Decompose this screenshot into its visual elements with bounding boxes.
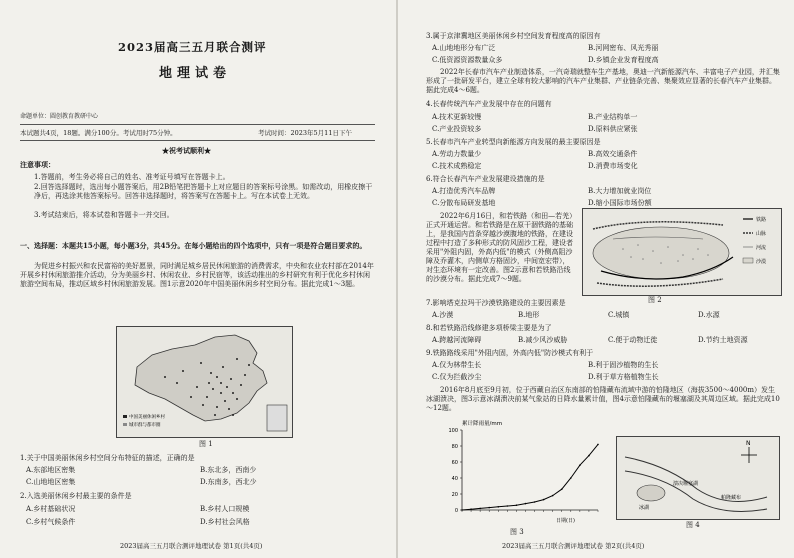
chart-y-tick-label: 80 (451, 444, 458, 450)
q2-option-a[interactable]: A.乡村基础状况 (26, 505, 76, 513)
question-6: 6.符合长春汽车产业发展建设措施的是 (426, 175, 545, 183)
question-7: 7.影响塔克拉玛干沙漠铁路建设的主要因素是 (426, 299, 566, 307)
passage-2: 2022年长春市汽车产业制造体系，一汽奇瑞就整车生产基地，奥迪一汽新能源汽车、丰富电子产业园，并汇集形成了一批研发平台，建立全球有较大影响的汽车产业集群、产业链条完善、集聚效应显著的长春汽车产业集群。据此完成4～6题。 (426, 68, 780, 94)
legend-mountain-label: 山脉 (756, 231, 767, 237)
passage-3: 2022年6月16日，和若铁路（和田—若羌）正式开通运营。和若铁路是在原干涸铁路的基础上，是我国内首条穿越沙漠腹地的铁路，在建设过程中打造了多种形式的防风固沙工程，建设者采用"外阻内固，外高内低"的模式（外侧高阻沙障及乔灌木，内侧草方格固沙，中间宽宏带），对生态环境有一定改善。图2示意和若铁路沿线的沙漠分布。据此完成7～9题。 (426, 212, 573, 283)
river-name-label: 帕隆藏布 (721, 495, 742, 501)
note-1: 1.答题前，考生务必将自己的姓名、准考证号填写在答题卡上。 (34, 173, 230, 181)
organizer: 命题单位：圆创教育教研中心 (20, 113, 99, 120)
chart-data-point (507, 505, 509, 507)
q9-option-c[interactable]: C.仅为拦截沙尘 (432, 373, 482, 381)
q4-option-d[interactable]: D.原料供应紧张 (588, 125, 638, 133)
question-3: 3.属于京津冀地区美丽休闲乡村空间发育程度高的原因有 (426, 32, 601, 40)
q8-option-a[interactable]: A.跨越河流障碍 (432, 336, 482, 344)
q4-option-b[interactable]: B.产业结构单一 (588, 113, 638, 121)
exam-info: 本试题共4页，18题。满分100分。考试用时75分钟。 (20, 129, 177, 137)
desert-map-svg (583, 209, 781, 295)
figure-2-label: 图 2 (648, 296, 662, 304)
figure-1-label: 图 1 (199, 440, 213, 448)
q6-option-d[interactable]: D.缩小国际市场份额 (588, 199, 652, 207)
chart-y-axis-label: 累计降雨量/mm (462, 421, 503, 427)
q6-option-b[interactable]: B.大力增加就业岗位 (588, 187, 652, 195)
q1-option-d[interactable]: D.东南多，西北少 (200, 478, 257, 486)
chart-data-point (561, 488, 563, 490)
right-footer: 2023届高三五月联合测评地理试卷 第2页(共4页) (502, 542, 645, 550)
left-footer: 2023届高三五月联合测评地理试卷 第1页(共4页) (120, 542, 263, 550)
exam-time: 考试时间：2023年5月11日下午 (258, 129, 352, 137)
glacier-lake (637, 485, 665, 501)
dammed-lake-label: 溃决堰塞湖 (673, 481, 699, 487)
q8-option-b[interactable]: B.减少风沙威胁 (518, 336, 568, 344)
chart-data-point (588, 455, 590, 457)
secret-mark: ★祝考试顺利★ (162, 146, 211, 155)
figure-2-desert-railway-map (582, 208, 782, 296)
q6-option-c[interactable]: C.分散布局研发基地 (432, 199, 496, 207)
q4-option-c[interactable]: C.产业投资较多 (432, 125, 482, 133)
figure-4-glacier-lake-map (616, 436, 780, 520)
exam-title: 2023届高三五月联合测评 (118, 40, 267, 54)
q1-option-a[interactable]: A.东部地区密集 (26, 466, 76, 474)
mountain-range-south (597, 279, 723, 286)
question-4: 4.长春传统汽车产业发展中存在的问题有 (426, 100, 552, 108)
header-rule-2 (20, 140, 375, 141)
q7-option-b[interactable]: B.地形 (518, 311, 540, 319)
figure-4-label: 图 4 (686, 521, 700, 529)
chart-rainfall-line (462, 444, 598, 510)
question-1: 1.关于中国美丽休闲乡村空间分布特征的描述，正确的是 (20, 454, 195, 462)
q3-option-a[interactable]: A.山地地形分布广泛 (432, 44, 496, 52)
legend-swatch-village (123, 415, 127, 418)
q5-option-a[interactable]: A.劳动力数量少 (432, 150, 482, 158)
q5-option-d[interactable]: D.消费市场变化 (588, 162, 638, 170)
desert-area (593, 227, 729, 279)
subject-title: 地理试卷 (159, 66, 232, 81)
chart-y-tick-label: 40 (451, 476, 458, 482)
q2-option-c[interactable]: C.乡村气候条件 (26, 518, 76, 526)
china-map-svg (117, 327, 292, 437)
rainfall-chart-svg (438, 418, 608, 524)
q9-option-b[interactable]: B.利于固沙植物的生长 (588, 361, 659, 369)
legend-desert-swatch (743, 258, 753, 263)
q7-option-a[interactable]: A.沙漠 (432, 311, 454, 319)
header-rule (20, 124, 375, 125)
notes-title: 注意事项： (20, 160, 55, 169)
question-9: 9.铁路路线采用"外阻内固，外高内低"防沙模式有利于 (426, 349, 594, 357)
q8-option-c[interactable]: C.便于动物迁徙 (608, 336, 658, 344)
china-outline (135, 335, 267, 421)
legend-village-label: 中国美丽休闲乡村 (129, 415, 165, 420)
q5-option-b[interactable]: B.高效交通条件 (588, 150, 638, 158)
q5-option-c[interactable]: C.技术成熟稳定 (432, 162, 482, 170)
chart-data-point (597, 444, 599, 446)
q3-option-b[interactable]: B.河网密布、风光秀丽 (588, 44, 659, 52)
question-2: 2.入选美丽休闲乡村最主要的条件是 (20, 492, 132, 500)
chart-y-tick-label: 20 (451, 492, 458, 498)
q2-option-d[interactable]: D.乡村社会风格 (200, 518, 250, 526)
q7-option-c[interactable]: C.城镇 (608, 311, 630, 319)
glacier-map-svg (617, 437, 779, 519)
chart-x-axis-label: 日期(日) (556, 518, 575, 524)
q2-option-b[interactable]: B.乡村人口规模 (200, 505, 250, 513)
chart-data-point (525, 503, 527, 505)
chart-data-point (543, 499, 545, 501)
glacier-lake-label: 冰湖 (639, 505, 650, 511)
chart-data-point (497, 506, 499, 508)
question-8: 8.和若铁路沿线修建多项桥梁主要是为了 (426, 324, 552, 332)
legend-desert-label: 沙漠 (756, 259, 767, 265)
q4-option-a[interactable]: A.技术更新较慢 (432, 113, 482, 121)
section-one-heading: 一、选择题：本题共15小题，每小题3分，共45分。在每小题给出的四个选项中，只有一项是符合题目要求的。 (20, 241, 367, 250)
chart-data-point (534, 501, 536, 503)
chart-y-tick-label: 0 (454, 508, 458, 514)
south-sea-inset (267, 405, 287, 431)
chart-data-point (552, 495, 554, 497)
q6-option-a[interactable]: A.打造优秀汽车品牌 (432, 187, 496, 195)
q1-option-b[interactable]: B.东北多，西南少 (200, 466, 257, 474)
right-page (398, 0, 794, 558)
q3-option-d[interactable]: D.乡镇企业发育程度高 (588, 56, 659, 64)
legend-river-label: 河流 (756, 245, 767, 251)
q3-option-c[interactable]: C.低资源资源数量众多 (432, 56, 503, 64)
chart-data-point (479, 508, 481, 510)
left-page (0, 0, 396, 558)
q9-option-a[interactable]: A.仅为林带生长 (432, 361, 482, 369)
q1-option-c[interactable]: C.山地地区密集 (26, 478, 76, 486)
note-2: 2.回答选择题时，选出每小题答案后，用2B铅笔把答题卡上对应题目的答案标号涂黑。如需改动，用橡皮擦干净后，再选涂其他答案标号。回答非选择题时，将答案写在答题卡上。写在本试卷上无效。 (34, 183, 373, 200)
north-label: N (746, 440, 751, 447)
legend-swatch-city (123, 423, 127, 426)
q9-option-d[interactable]: D.利于草方格植物生长 (588, 373, 659, 381)
chart-y-tick-label: 60 (451, 460, 458, 466)
note-3: 3.考试结束后，将本试卷和答题卡一并交回。 (34, 211, 174, 219)
chart-data-point (470, 508, 472, 510)
q8-option-d[interactable]: D.节约土地资源 (698, 336, 748, 344)
legend-rail-label: 铁路 (756, 217, 767, 223)
chart-data-point (570, 477, 572, 479)
q7-option-d[interactable]: D.水源 (698, 311, 720, 319)
chart-data-point (516, 504, 518, 506)
passage-1: 为促进乡村振兴和农民富裕的美好愿景，同时满足城乡居民休闲旅游的消费需求，中央和农业农村部在2014年开展乡村休闲旅游推介活动，分为美丽乡村、休闲农业、乡村民宿等，该活动推出的乡村研究有利于优化乡村休闲旅游空间布局，推动区域乡村休闲旅游发展。图1示意2020年中国美丽休闲乡村空间分布。据此完成1～3题。 (20, 262, 374, 288)
passage-4: 2016年8月底至9月初，位于西藏自治区东南部的怕隆藏布流域中游的怕隆地区（海拔3500～4000m）发生冰湖溃决，图3示意冰湖溃决前某气象站的日降水量累计值，图4示意怕隆藏布的堰塞湖及其周边区域。据此完成10～12题。 (426, 386, 780, 412)
figure-1-china-map (116, 326, 293, 438)
question-5: 5.长春市汽车产业转型向新能源方向发展的最主要原因是 (426, 138, 601, 146)
chart-data-point (488, 507, 490, 509)
chart-data-point (461, 509, 463, 511)
legend-city-label: 城市群与都市圈 (129, 423, 161, 428)
figure-3-label: 图 3 (510, 528, 524, 536)
chart-y-tick-label: 100 (448, 428, 458, 434)
figure-3-rainfall-chart (438, 418, 608, 524)
chart-data-point (579, 464, 581, 466)
